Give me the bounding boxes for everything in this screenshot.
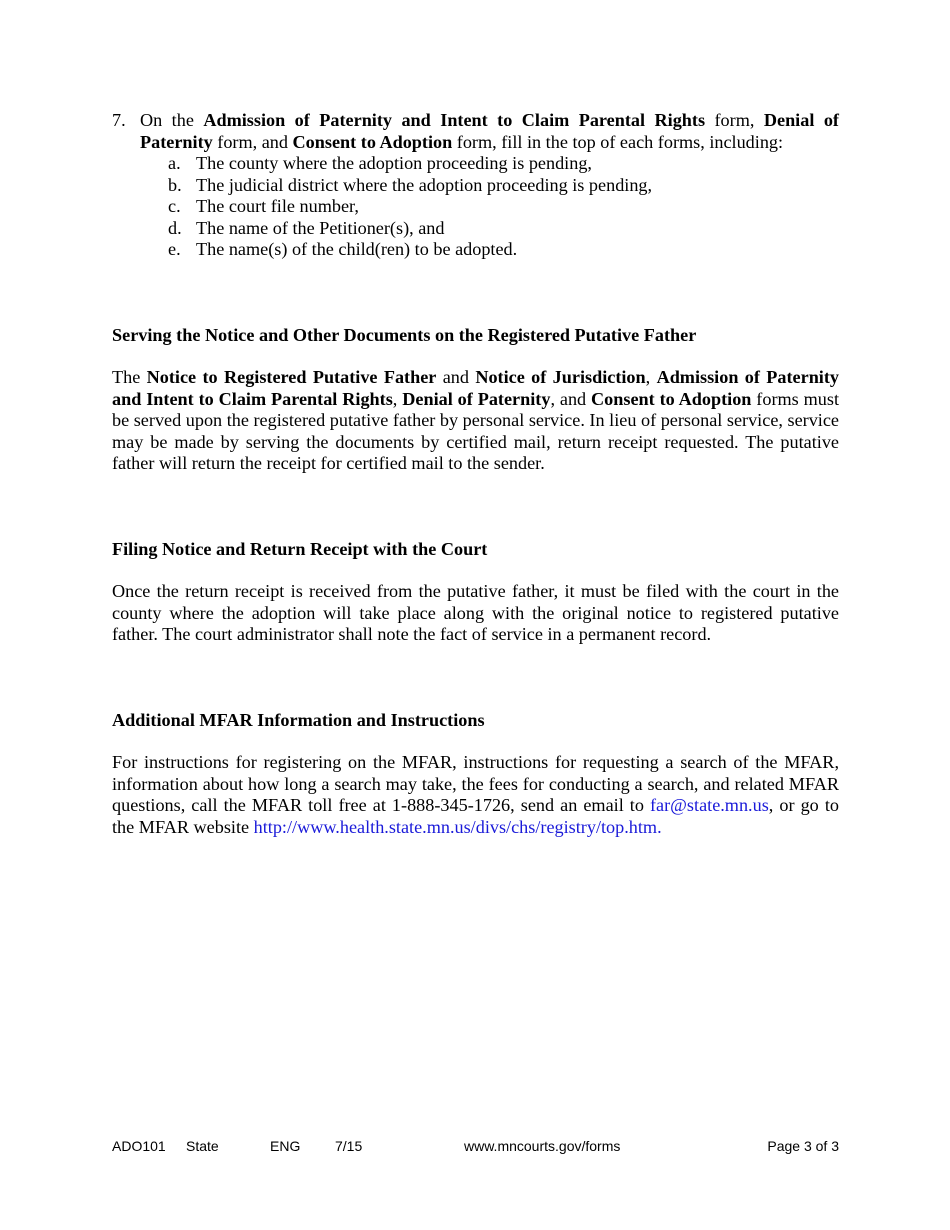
footer-form-id: ADO101 — [112, 1138, 166, 1154]
step-7-sublist — [112, 153, 839, 261]
serving-heading: Serving the Notice and Other Documents on the Registered Putative Father — [112, 324, 697, 345]
filing-heading: Filing Notice and Return Receipt with the Court — [112, 538, 488, 559]
step-7 — [112, 110, 839, 153]
email-link[interactable]: far@state.mn.us — [650, 795, 769, 815]
document-body — [112, 110, 839, 838]
list-item: b. The judicial district where the adoption proceeding is pending, — [168, 174, 653, 195]
mfar-website-link[interactable]: http://www.health.state.mn.us/divs/chs/registry/top.htm — [253, 816, 658, 837]
list-item: d. The name of the Petitioner(s), and — [168, 217, 445, 238]
footer-website: www.mncourts.gov/forms — [464, 1138, 621, 1154]
serving-paragraph: The Notice to Registered Putative Father and Notice of Jurisdiction, Admission of Paternity and Intent to Claim Parental Rights, Denial of Paternity, and Consent to Adoption forms must be served upon the registered putative father by personal service. In lieu of personal service, service may be made by serving the documents by certified mail, return receipt requested. The putative father will return the receipt for certified mail to the sender. — [112, 367, 840, 473]
additional-paragraph: For instructions for registering on the MFAR, instructions for requesting a search of the MFAR, information about how long a search may take, the fees for conducting a search, and related MFAR questions, call the MFAR toll free at 1-888-345-1726, send an email to far@state.mn.us, or go to the MFAR website http://www.health.state.mn.us/divs/chs/registry/top.htm. — [112, 752, 839, 837]
step-number: 7. — [112, 110, 126, 130]
list-item: c. The court file number, — [168, 196, 359, 216]
additional-heading: Additional MFAR Information and Instructions — [112, 709, 485, 730]
filing-paragraph: Once the return receipt is received from the putative father, it must be filed with the court in the county where the adoption will take place along with the original notice to registered putative father. The court administrator shall note the fact of service in a permanent record. — [112, 581, 839, 644]
list-item: a. The county where the adoption proceeding is pending, — [168, 153, 592, 173]
footer-page-number: Page 3 of 3 — [767, 1138, 839, 1154]
footer-state: State — [186, 1138, 219, 1154]
footer-date: 7/15 — [335, 1138, 363, 1154]
step-text: On the Admission of Paternity and Intent to Claim Parental Rights form, Denial of Paternity form, and Consent to Adoption form, fill in the top of each forms, including: — [140, 110, 839, 152]
page-footer — [112, 1138, 839, 1156]
list-item: e. The name(s) of the child(ren) to be adopted. — [168, 239, 518, 259]
footer-language: ENG — [270, 1138, 301, 1154]
